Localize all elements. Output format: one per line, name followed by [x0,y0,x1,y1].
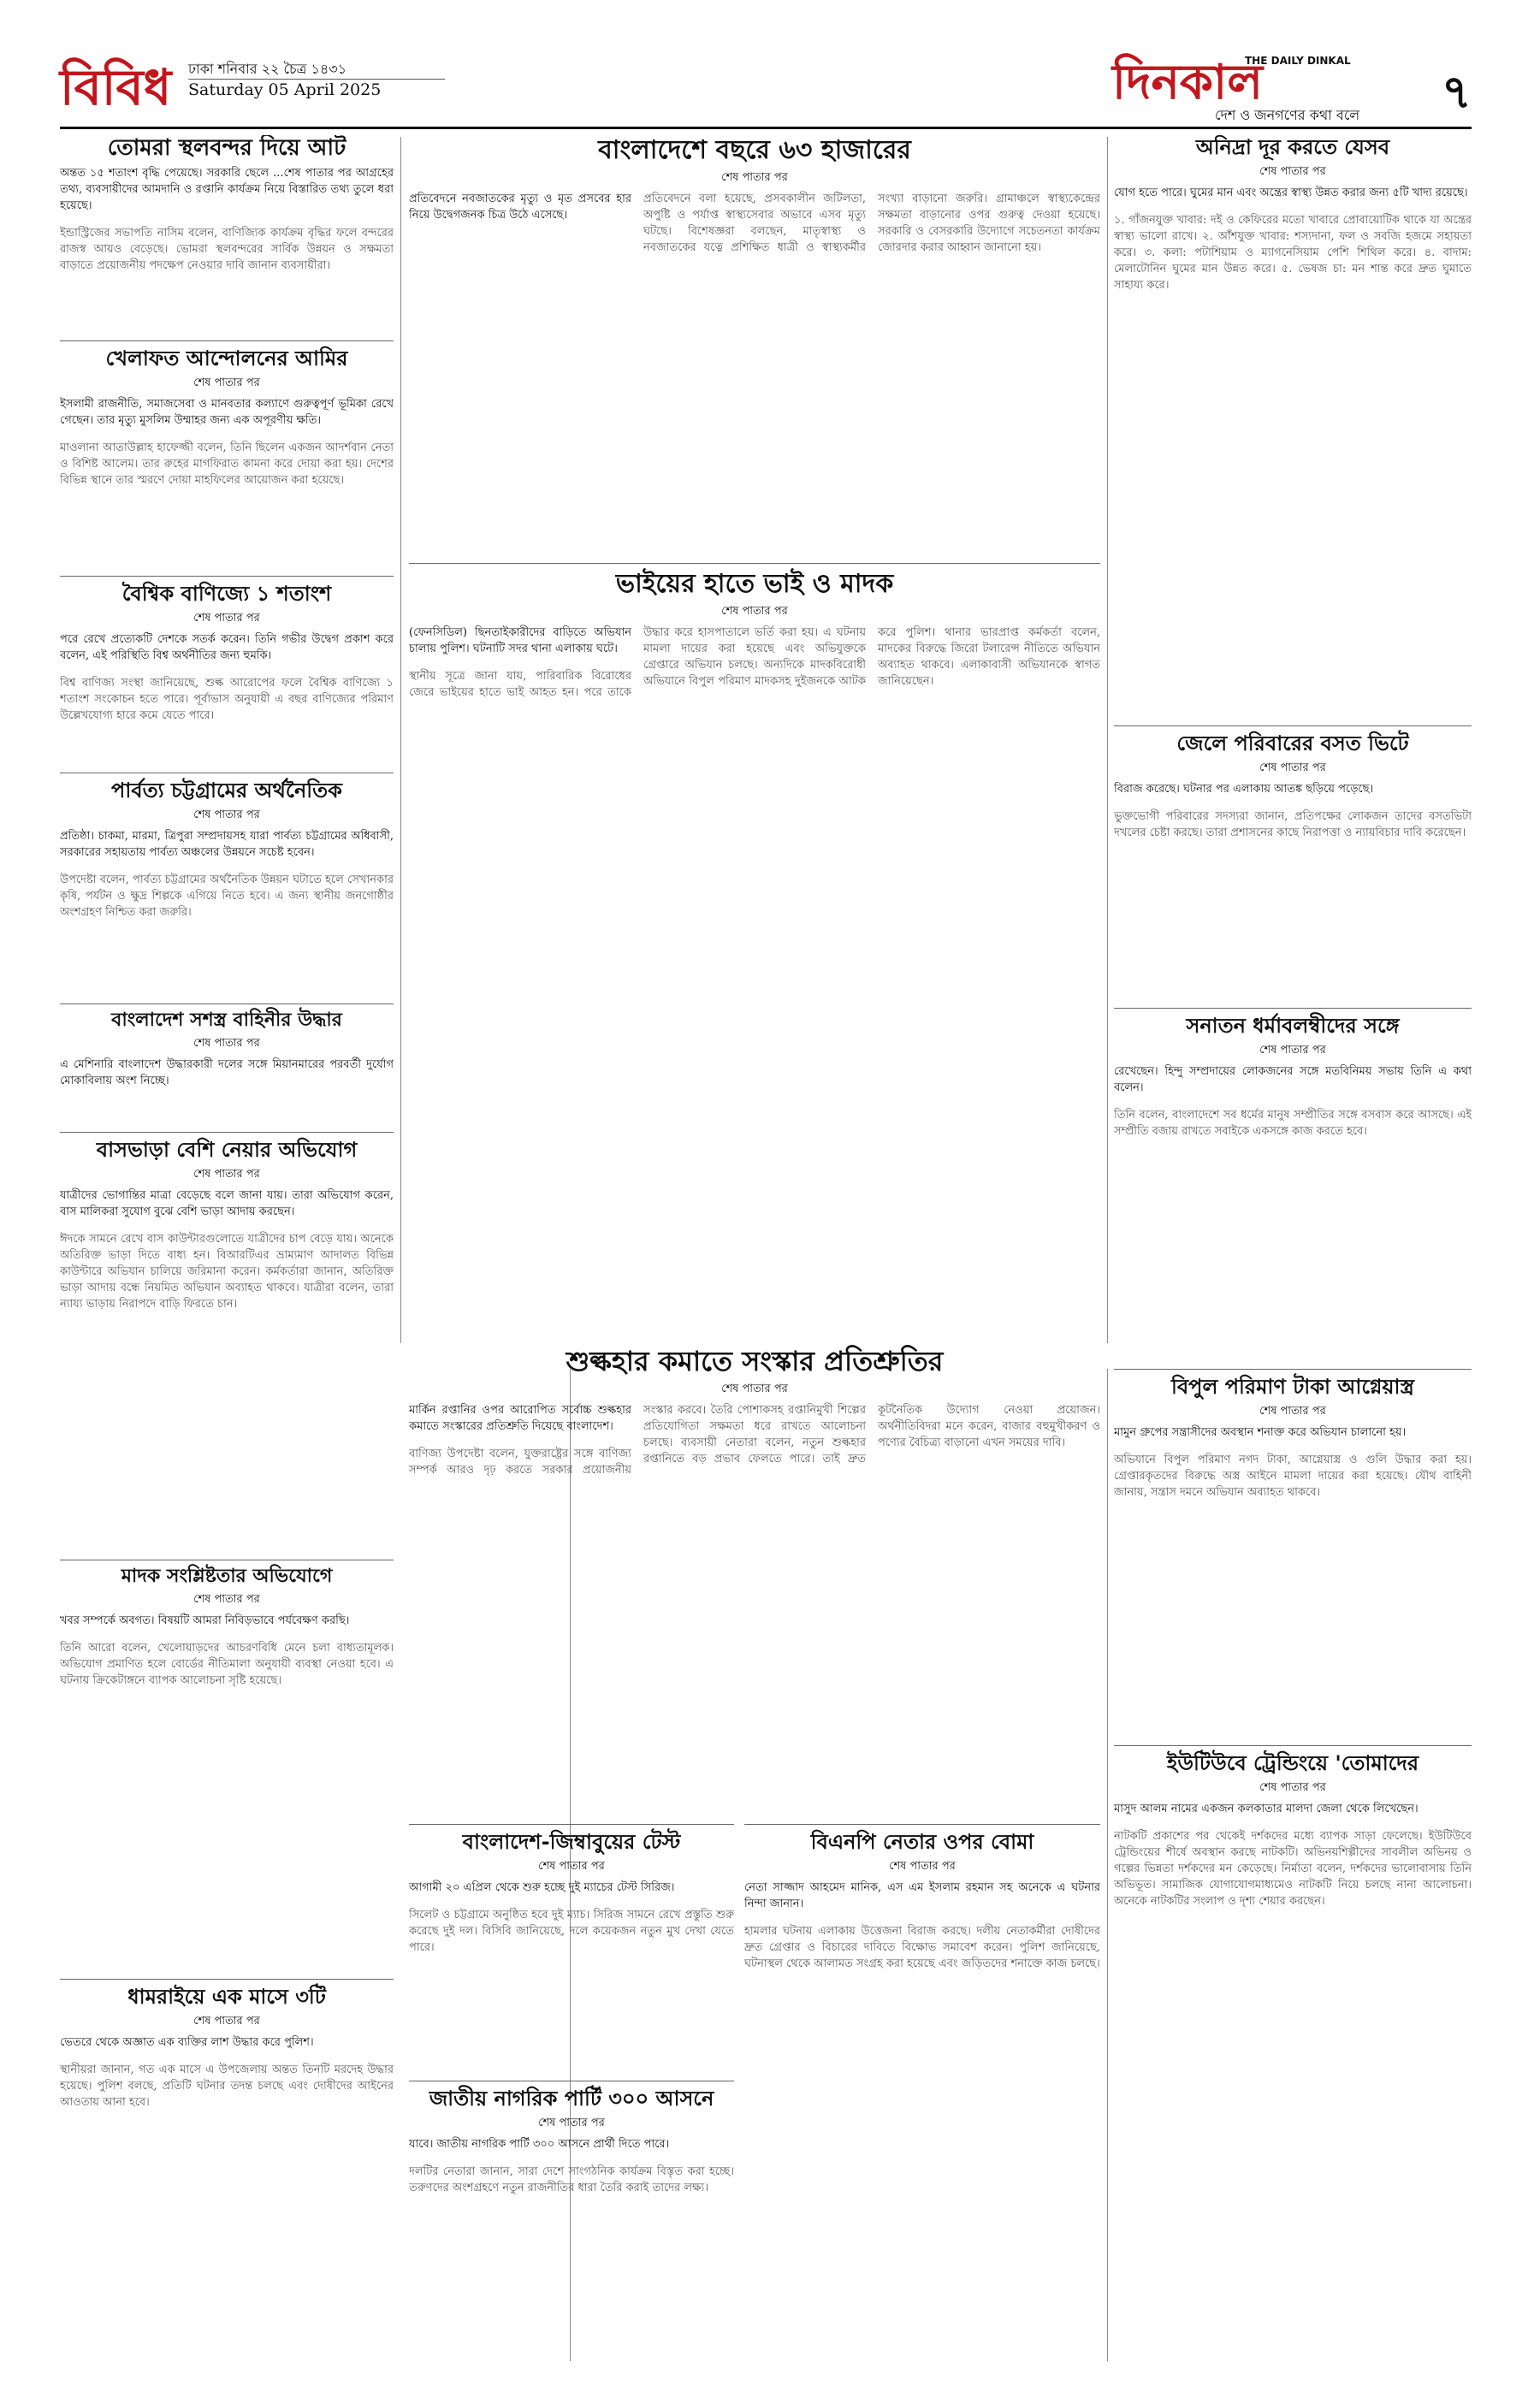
headline: বৈশ্বিক বাণিজ্যে ১ শতাংশ [121,582,332,606]
article-lead: (ফেনসিডিল) ছিনতাইকারীদের বাড়িতে অভিযান চালায় পুলিশ। ঘটনাটি সদর থানা এলাকায় ঘটে। [409,626,631,655]
date-bengali: ঢাকা শনিবার ২২ চৈত্র ১৪৩১ [188,61,347,77]
headline: বাংলাদেশে বছরে ৬৩ হাজারের [598,135,911,165]
article-lead: অন্তত ১৫ শতাংশ বৃদ্ধি পেয়েছে। সরকারি ছেলে ...শেষ পাতার পর আগ্রহের তথ্য, ব্যবসায়ীদের আমদানি ও রপ্তানি কার্যক্রম নিয়ে বিস্তারিত তথ্য তুলে ধরা হয়েছে। [60,167,394,213]
article-5 [60,1004,394,1133]
headline: জাতীয় নাগরিক পার্টি ৩০০ আসনে [429,2087,714,2111]
article-lead: প্রতিবেদনে নবজাতকের মৃত্যু ও মৃত প্রসবের হার নিয়ে উদ্বেগজনক চিত্র উঠে এসেছে। [409,192,631,222]
article-lead: মামুন গ্রুপের সন্ত্রাসীদের অবস্থান শনাক্ত করে অভিযান চালানো হয়। [1114,1425,1407,1439]
column-divider [1107,1369,1108,2361]
article-lead: এ মেশিনারি বাংলাদেশ উদ্ধারকারী দলের সঙ্গে মিয়ানমারের পরবর্তী দুর্যোগ মোকাবিলায় অংশ নিচ্ছে। [60,1058,394,1088]
article-2: খেলাফত আন্দোলনের আমির শেষ পাতার পর ইসলামী রাজনীতি, সমাজসেবা ও মানবতার কল্যাণে গুরুত্বপূর্ণ ভূমিকা রেখে গেছেন। তার মৃত্যু মুসলিম উম্মাহর জন্য এক অপূরণীয় ক্ষতি। মাওলানা আতাউল্লাহ হাফেজ্জী বলেন, তিনি ছিলেন একজন আদর্শবান নেতা ও বিশিষ্ট আলেম। তার রুহের মাগফিরাত কামনা করে দোয়া করা হয়। দেশের বিভিন্ন স্থানে তার স্মরণে দোয়া মাহফিলের আয়োজন করা হয়েছে। [60,340,394,577]
headline: ধামরাইয়ে এক মাসে ৩টি [127,1985,326,2009]
continuation-note: শেষ পাতার পর [1259,1404,1326,1418]
continuation-note: শেষ পাতার পর [721,171,788,184]
column-divider [1107,137,1108,1343]
article-lead: যোগ হতে পারে। ঘুমের মান এবং অন্ত্রের স্বাস্থ্য উন্নত করার জন্য ৫টি খাদ্য রয়েছে। [1114,186,1468,199]
article-13: সনাতন ধর্মাবলম্বীদের সঙ্গে শেষ পাতার পর রেখেছেন। হিন্দু সম্প্রদায়ের লোকজনের সঙ্গে মতবিনিময় সভায় তিনি এ কথা বলেন। তিনি বলেন, বাংলাদেশে সব ধর্মের মানুষ সম্প্রীতির সঙ্গে বসবাস করে আসছে। এই সম্প্রীতি বজায় রাখতে সবাইকে একসঙ্গে কাজ করতে হবে। [1114,1008,1472,1274]
article-6: বাসভাড়া বেশি নেয়ার অভিযোগ শেষ পাতার পর যাত্রীদের ভোগান্তির মাত্রা বেড়েছে বলে জানা যায়। তারা অভিযোগ করেন, বাস মালিকরা সুযোগ বুঝে বেশি ভাড়া আদায় করছেন। ঈদকে সামনে রেখে বাস কাউন্টারগুলোতে যাত্রীদের চাপ বেড়ে যায়। অনেকে অতিরিক্ত ভাড়া দিতে বাধ্য হন। বিআরটিএর ভ্রাম্যমাণ আদালত বিভিন্ন কাউন্টারে অভিযান চালিয়ে জরিমানা করেন। কর্মকর্তারা জানান, অতিরিক্ত ভাড়া আদায় বন্ধে নিয়মিত অভিযান অব্যাহত থাকবে। যাত্রীরা বলেন, তারা ন্যায্য ভাড়ায় নিরাপদে বাড়ি ফিরতে চান। [60,1132,394,1560]
section-title: বিবিধ [60,58,172,116]
masthead-date [188,60,445,100]
headline: বাংলাদেশ সশস্ত্র বাহিনীর উদ্ধার [111,1009,342,1031]
headline: বাংলাদেশ-জিম্বাবুয়ের টেস্ট [462,1830,681,1854]
headline: সনাতন ধর্মাবলম্বীদের সঙ্গে [1186,1014,1400,1038]
continuation-note: শেষ পাতার পর [193,1593,260,1607]
continuation-note: শেষ পাতার পর [193,376,260,389]
continuation-note: শেষ পাতার পর [193,2014,260,2028]
article-lead: মাসুদ আলম নামের একজন কলকাতার মালদা জেলা থেকে লিখেছেন। [1114,1802,1419,1815]
article-lead: যাত্রীদের ভোগান্তির মাত্রা বেড়েছে বলে জানা যায়। তারা অভিযোগ করেন, বাস মালিকরা সুযোগ বুঝে বেশি ভাড়া আদায় করছেন। [60,1188,394,1218]
article-15: ইউটিউবে ট্রেন্ডিংয়ে 'তোমাদের শেষ পাতার পর মাসুদ আলম নামের একজন কলকাতার মালদা জেলা থেকে লিখেছেন। নাটকটি প্রকাশের পর থেকেই দর্শকদের মধ্যে ব্যাপক সাড়া ফেলেছে। ইউটিউবে ট্রেন্ডিংয়ের শীর্ষে অবস্থান করছে নাটকটি। অভিনয়শিল্পীদের সাবলীল অভিনয় ও গল্পের ভিন্নতা দর্শকদের মন কেড়েছে। নির্মাতা বলেন, দর্শকদের ভালোবাসায় তিনি অভিভূত। সামাজিক যোগাযোগমাধ্যমেও নাটকটি নিয়ে চলছে নানা আলোচনা। অনেকে নাটকটির সংলাপ ও দৃশ্য শেয়ার করছেন। [1114,1745,1472,2362]
article-lead: আগামী ২০ এপ্রিল থেকে শুরু হচ্ছে দুই ম্যাচের টেস্ট সিরিজ। [409,1880,675,1894]
headline: শুল্কহার কমাতে সংস্কার প্রতিশ্রুতির [566,1345,944,1377]
article-4: পার্বত্য চট্টগ্রামের অর্থনৈতিক শেষ পাতার পর প্রতিষ্ঠা। চাকমা, মারমা, ত্রিপুরা সম্প্রদায়সহ যারা পার্বত্য চট্টগ্রামের অধিবাসী, সরকারের সহায়তায় পার্বত্য অঞ্চলের উন্নয়নে সচেষ্ট হবেন। উপদেষ্টা বলেন, পার্বত্য চট্টগ্রামের অর্থনৈতিক উন্নয়ন ঘটাতে হলে সেখানকার কৃষি, পর্যটন ও ক্ষুদ্র শিল্পকে এগিয়ে নিতে হবে। এ জন্য স্থানীয় জনগোষ্ঠীর অংশগ্রহণ নিশ্চিত করা জরুরি। [60,773,394,1004]
logo-english: THE DAILY DINKAL [1245,55,1351,67]
continuation-note: শেষ পাতার পর [193,1167,260,1181]
masthead-rule [60,127,1472,129]
headline: পার্বত্য চট্টগ্রামের অর্থনৈতিক [111,779,342,802]
logo-text: দিনকাল [1112,55,1264,110]
continuation-note: শেষ পাতার পর [193,611,260,625]
article-9: বাংলাদেশে বছরে ৬৩ হাজারের শেষ পাতার পর প্রতিবেদনে নবজাতকের মৃত্যু ও মৃত প্রসবের হার নিয়ে উদ্বেগজনক চিত্র উঠে এসেছে। প্রতিবেদনে বলা হয়েছে, প্রসবকালীন জটিলতা, অপুষ্টি ও পর্যাপ্ত স্বাস্থ্যসেবার অভাবে এসব মৃত্যু ঘটছে। বিশেষজ্ঞরা বলছেন, মাতৃস্বাস্থ্য ও নবজাতকের যত্নে প্রশিক্ষিত ধাত্রী ও স্বাস্থ্যকর্মীর সংখ্যা বাড়ানো জরুরি। গ্রামাঞ্চলে স্বাস্থ্যকেন্দ্রের সক্ষমতা বাড়ানোর ওপর গুরুত্ব দেওয়া হয়েছে। সরকারি ও বেসরকারি উদ্যোগে সচেতনতা কার্যক্রম জোরদার করার আহ্বান জানানো হয়। [409,135,1100,254]
article-lead: বিরাজ করেছে। ঘটনার পর এলাকায় আতঙ্ক ছড়িয়ে পড়েছে। [1114,782,1374,796]
article-16: শুল্কহার কমাতে সংস্কার প্রতিশ্রুতির শেষ পাতার পর মার্কিন রপ্তানির ওপর আরোপিত সর্বোচ্চ শুল্কহার কমাতে সংস্কারের প্রতিশ্রুতি দিয়েছে বাংলাদেশ। বাণিজ্য উপদেষ্টা বলেন, যুক্তরাষ্ট্রের সঙ্গে বাণিজ্য সম্পর্ক আরও দৃঢ় করতে সরকার প্রয়োজনীয় সংস্কার করবে। তৈরি পোশাকসহ রপ্তানিমুখী শিল্পের প্রতিযোগিতা সক্ষমতা ধরে রাখতে আলোচনা চলছে। ব্যবসায়ী নেতারা বলেন, নতুন শুল্কহার রপ্তানিতে বড় প্রভাব ফেলতে পারে। তাই দ্রুত কূটনৈতিক উদ্যোগ নেওয়া প্রয়োজন। অর্থনীতিবিদরা মনে করেন, বাজার বহুমুখীকরণ ও পণ্যের বৈচিত্র্য বাড়ানো এখন সময়ের দাবি। [409,1345,1100,1477]
article-lead: যাবে। জাতীয় নাগরিক পার্টি ৩০০ আসনে প্রার্থী দিতে পারে। [409,2137,670,2151]
article-1: তোমরা স্থলবন্দর দিয়ে আট অন্তত ১৫ শতাংশ বৃদ্ধি পেয়েছে। সরকারি ছেলে ...শেষ পাতার পর আগ্রহের তথ্য, ব্যবসায়ীদের আমদানি ও রপ্তানি কার্যক্রম নিয়ে বিস্তারিত তথ্য তুলে ধরা হয়েছে। ইন্ডাস্ট্রিজের সভাপতি নাসিম বলেন, বাণিজ্যিক কার্যক্রম বৃদ্ধির ফলে বন্দরের রাজস্ব আয়ও বেড়েছে। ভোমরা স্থলবন্দরের সার্বিক উন্নয়ন ও সক্ষমতা বাড়াতে প্রয়োজনীয় পদক্ষেপ নেওয়ার দাবি জানান ব্যবসায়ীরা। [60,135,394,273]
column-divider [400,137,401,1343]
article-lead: রেখেছেন। হিন্দু সম্প্রদায়ের লোকজনের সঙ্গে মতবিনিময় সভায় তিনি এ কথা বলেন। [1114,1064,1472,1094]
article-18: বিএনপি নেতার ওপর বোমা শেষ পাতার পর নেতা সাজ্জাদ আহমেদ মানিক, এস এম ইসলাম রহমান সহ অনেকে এ ঘটনার নিন্দা জানান। হামলার ঘটনায় এলাকায় উত্তেজনা বিরাজ করছে। দলীয় নেতাকর্মীরা দোষীদের দ্রুত গ্রেপ্তার ও বিচারের দাবিতে বিক্ষোভ সমাবেশ করেন। পুলিশ জানিয়েছে, ঘটনাস্থল থেকে আলামত সংগ্রহ করা হয়েছে এবং জড়িতদের শনাক্তে কাজ চলছে। [744,1824,1100,2364]
headline: বাসভাড়া বেশি নেয়ার অভিযোগ [96,1138,358,1162]
headline: জেলে পরিবারের বসত ভিটে [1176,731,1409,755]
headline: অনিদ্রা দূর করতে যেসব [1195,135,1390,159]
article-19: জাতীয় নাগরিক পার্টি ৩০০ আসনে শেষ পাতার পর যাবে। জাতীয় নাগরিক পার্টি ৩০০ আসনে প্রার্থী দিতে পারে। দলটির নেতারা জানান, সারা দেশে সাংগঠনিক কার্যক্রম বিস্তৃত করা হচ্ছে। তরুণদের অংশগ্রহণে নতুন রাজনীতির ধারা তৈরি করাই তাদের লক্ষ্য। [409,2081,734,2364]
continuation-note: শেষ পাতার পর [538,1859,605,1873]
article-12: জেলে পরিবারের বসত ভিটে শেষ পাতার পর বিরাজ করেছে। ঘটনার পর এলাকায় আতঙ্ক ছড়িয়ে পড়েছে। ভুক্তভোগী পরিবারের সদস্যরা জানান, প্রতিপক্ষের লোকজন তাদের বসতভিটা দখলের চেষ্টা করছে। তারা প্রশাসনের কাছে নিরাপত্তা ও ন্যায়বিচার দাবি করেছেন। [1114,725,1472,1009]
article-lead: ভেতরে থেকে অজ্ঞাত এক ব্যক্তির লাশ উদ্ধার করে পুলিশ। [60,2035,314,2049]
continuation-note: শেষ পাতার পর [721,605,788,618]
continuation-note: শেষ পাতার পর [889,1859,956,1873]
article-lead: মার্কিন রপ্তানির ওপর আরোপিত সর্বোচ্চ শুল্কহার কমাতে সংস্কারের প্রতিশ্রুতি দিয়েছে বাংলাদেশ। [409,1404,631,1434]
logo-tagline: দেশ ও জনগণের কথা বলে [1215,107,1360,123]
article-7: মাদক সংশ্লিষ্টতার অভিযোগে শেষ পাতার পর খবর সম্পর্কে অবগত। বিষয়টি আমরা নিবিড়ভাবে পর্যবেক্ষণ করছি। তিনি আরো বলেন, খেলোয়াড়দের আচরণবিধি মেনে চলা বাধ্যতামূলক। অভিযোগ প্রমাণিত হলে বোর্ডের নীতিমালা অনুযায়ী ব্যবস্থা নেওয়া হবে। এ ঘটনায় ক্রিকেটাঙ্গনে ব্যাপক আলোচনা সৃষ্টি হয়েছে। [60,1560,394,1980]
article-11: অনিদ্রা দূর করতে যেসব শেষ পাতার পর যোগ হতে পারে। ঘুমের মান এবং অন্ত্রের স্বাস্থ্য উন্নত করার জন্য ৫টি খাদ্য রয়েছে। ১. গাঁজনযুক্ত খাবার: দই ও কেফিরের মতো খাবারে প্রোবায়োটিক থাকে যা অন্ত্রের স্বাস্থ্য ভালো রাখে। ২. আঁশযুক্ত খাবার: শস্যদানা, ফল ও সবজি হজমে সহায়তা করে। ৩. কলা: পটাশিয়াম ও ম্যাগনেসিয়াম পেশি শিথিল করে। ৪. বাদাম: মেলাটোনিন ঘুমের মান উন্নত করে। ৫. ভেষজ চা: মন শান্ত করে দ্রুত ঘুমাতে সাহায্য করে। [1114,135,1472,292]
continuation-note: শেষ পাতার পর [1259,761,1326,774]
article-lead: নেতা সাজ্জাদ আহমেদ মানিক, এস এম ইসলাম রহমান সহ অনেকে এ ঘটনার নিন্দা জানান। [744,1880,1100,1910]
headline: বিপুল পরিমাণ টাকা আগ্নেয়াস্ত্র [1170,1375,1415,1399]
headline: ভাইয়ের হাতে ভাই ও মাদক [615,569,894,599]
article-lead: পরে রেখে প্রত্যেকটি দেশকে সতর্ক করেন। তিনি গভীর উদ্বেগ প্রকাশ করে বলেন, এই পরিস্থিতি বিশ্ব অর্থনীতির জন্য হুমকি। [60,632,394,662]
continuation-note: শেষ পাতার পর [1259,1043,1326,1057]
article-8: ধামরাইয়ে এক মাসে ৩টি শেষ পাতার পর ভেতরে থেকে অজ্ঞাত এক ব্যক্তির লাশ উদ্ধার করে পুলিশ। স্থানীয়রা জানান, গত এক মাসে এ উপজেলায় অন্তত তিনটি মরদেহ উদ্ধার হয়েছে। পুলিশ বলছে, প্রতিটি ঘটনার তদন্ত চলছে এবং দোষীদের আইনের আওতায় আনা হবে। [60,1979,394,2365]
headline: খেলাফত আন্দোলনের আমির [105,346,348,370]
article-lead: ইসলামী রাজনীতি, সমাজসেবা ও মানবতার কল্যাণে গুরুত্বপূর্ণ ভূমিকা রেখে গেছেন। তার মৃত্যু মুসলিম উম্মাহর জন্য এক অপূরণীয় ক্ষতি। [60,397,394,427]
article-10: ভাইয়ের হাতে ভাই ও মাদক শেষ পাতার পর (ফেনসিডিল) ছিনতাইকারীদের বাড়িতে অভিযান চালায় পুলিশ। ঘটনাটি সদর থানা এলাকায় ঘটে। স্থানীয় সূত্রে জানা যায়, পারিবারিক বিরোধের জেরে ভাইয়ের হাতে ভাই আহত হন। পরে তাকে উদ্ধার করে হাসপাতালে ভর্তি করা হয়। এ ঘটনায় মামলা দায়ের করা হয়েছে এবং অভিযুক্তকে গ্রেপ্তারে অভিযান চলছে। অন্যদিকে মাদকবিরোধী অভিযানে বিপুল পরিমাণ মাদকসহ দুইজনকে আটক করে পুলিশ। থানার ভারপ্রাপ্ত কর্মকর্তা বলেন, মাদকের বিরুদ্ধে জিরো টলারেন্স নীতিতে অভিযান অব্যাহত থাকবে। এলাকাবাসী অভিযানকে স্বাগত জানিয়েছেন। [409,563,1100,1334]
page-number: ৭ [1441,65,1472,119]
article-14: বিপুল পরিমাণ টাকা আগ্নেয়াস্ত্র শেষ পাতার পর মামুন গ্রুপের সন্ত্রাসীদের অবস্থান শনাক্ত করে অভিযান চালানো হয়। অভিযানে বিপুল পরিমাণ নগদ টাকা, আগ্নেয়াস্ত্র ও গুলি উদ্ধার করা হয়। গ্রেপ্তারকৃতদের বিরুদ্ধে অস্ত্র আইনে মামলা দায়ের করা হয়েছে। যৌথ বাহিনী জানায়, সন্ত্রাস দমনে অভিযান অব্যাহত থাকবে। [1114,1369,1472,1746]
article-lead: প্রতিষ্ঠা। চাকমা, মারমা, ত্রিপুরা সম্প্রদায়সহ যারা পার্বত্য চট্টগ্রামের অধিবাসী, সরকারের সহায়তায় পার্বত্য অঞ্চলের উন্নয়নে সচেষ্ট হবেন। [60,829,394,859]
headline: বিএনপি নেতার ওপর বোমা [810,1830,1034,1854]
article-17: বাংলাদেশ-জিম্বাবুয়ের টেস্ট শেষ পাতার পর আগামী ২০ এপ্রিল থেকে শুরু হচ্ছে দুই ম্যাচের টেস্ট সিরিজ। সিলেট ও চট্টগ্রামে অনুষ্ঠিত হবে দুই ম্যাচ। সিরিজ সামনে রেখে প্রস্তুতি শুরু করেছে দুই দল। বিসিবি জানিয়েছে, দলে কয়েকজন নতুন মুখ দেখা যেতে পারে। [409,1824,734,2081]
continuation-note: শেষ পাতার পর [721,1383,788,1396]
continuation-note: শেষ পাতার পর [193,1037,260,1051]
continuation-note: শেষ পাতার পর [1259,1780,1326,1794]
article-3: বৈশ্বিক বাণিজ্যে ১ শতাংশ শেষ পাতার পর পরে রেখে প্রত্যেকটি দেশকে সতর্ক করেন। তিনি গভীর উদ্বেগ প্রকাশ করে বলেন, এই পরিস্থিতি বিশ্ব অর্থনীতির জন্য হুমকি। বিশ্ব বাণিজ্য সংস্থা জানিয়েছে, শুল্ক আরোপের ফলে বৈশ্বিক বাণিজ্যে ১ শতাংশ সংকোচন হতে পারে। পূর্বাভাস অনুযায়ী এ বছর বাণিজ্যের পরিমাণ উল্লেখযোগ্য হারে কমে যেতে পারে। [60,576,394,773]
date-english: Saturday 05 April 2025 [188,79,445,100]
article-lead: খবর সম্পর্কে অবগত। বিষয়টি আমরা নিবিড়ভাবে পর্যবেক্ষণ করছি। [60,1614,350,1628]
continuation-note: শেষ পাতার পর [193,808,260,821]
headline: মাদক সংশ্লিষ্টতার অভিযোগে [121,1566,333,1587]
continuation-note: শেষ পাতার পর [538,2116,605,2129]
masthead [60,56,1472,125]
headline: তোমরা স্থলবন্দর দিয়ে আট [107,135,346,161]
headline: ইউটিউবে ট্রেন্ডিংয়ে 'তোমাদের [1166,1751,1419,1775]
newspaper-logo [1112,53,1472,128]
continuation-note: শেষ পাতার পর [1259,164,1326,178]
